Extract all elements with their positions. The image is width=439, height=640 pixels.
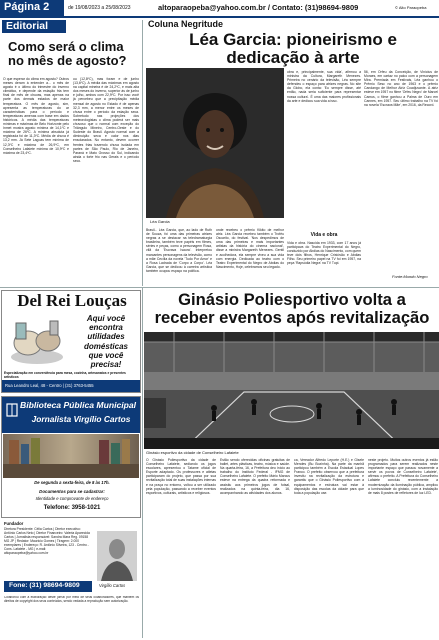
del-rei-fine-print: Especialização em conveniência para mesa, cozinha, artesanatos e presentes artísticos	[4, 371, 126, 379]
library-title: Biblioteca Pública Municipal	[20, 400, 137, 410]
page-header	[0, 0, 439, 18]
sport-photo-caption: Ginásio esportivo da cidade de Conselheiro Lafaiete	[146, 450, 239, 455]
culture-section	[144, 18, 439, 286]
sport-col2: Estão sendo oferecidas oficinas gratuitas de ballet, artes plásticas, teatro, música e saúde. Na quarta-feira, 16, a Prefeitura deu início ao trabalho do Instituto Federal - IFMG de Conselheiro Lafaiete. O prefeito Mário Marcus esteve na entrega da quadra reformada e assistiu aos primeiros jogos de futsal, realizados na quinta-feira, dia 16, acompanhando as atividades dos alunos.	[220, 458, 290, 495]
sport-col4: neste projeto. Muitos outros eventos já estão programados para serem realizados neste importante espaço que passou novamente a servir os povos de Conselheiro Lafaiete', afirmou o prefeito. A Prefeitura do Conselheiro Lafaiete concluiu recentemente a modernização da iluminação pública, ampliou a luminosidade do ginásio, com a instalação de mais 8 postes de refletores de luz LED.	[368, 458, 438, 495]
culture-subhead: Vida e obra	[310, 232, 338, 238]
slogan-line: Aqui você	[86, 314, 126, 323]
copyright: © Alto Paraopeba	[395, 5, 427, 10]
culture-title: Léa Garcia: pioneirismo e dedicação à arte	[189, 30, 397, 67]
editorial-label-text: Editorial	[6, 20, 49, 32]
del-rei-slogan	[74, 314, 138, 369]
contact-line: altoparaopeba@yahoo.com.br / Contato: (31)98694-9809	[158, 3, 359, 12]
founder-name: Virgílio Cartos	[99, 583, 126, 588]
divider-v-left	[142, 288, 143, 638]
del-rei-name: Del Rei Louças	[17, 291, 127, 310]
culture-body-e: 56, em Orfeu da Conceição, de Vinícius de Moraes, em cartaz no palco com a personagem Mira. Premiada em Festivais, Léa ganhou o Prêmio Sesc no ano de 1963 e o prêmio Candango de Melhor Atriz Coadjuvante. A atriz esteve em 1957 no filme 'Orfeu Negro' de Marcel Camus, o filme ganhou a Palma de Ouro em Cannes, em 1957. Seu último trabalho na TV foi na novela 'Escrava Mãe', em 2016, da Record.	[364, 70, 438, 107]
editorial-label	[2, 20, 66, 33]
slogan-line: domésticas	[83, 341, 129, 351]
divider-v-editorial	[142, 20, 143, 286]
bookshelf-illustration	[3, 434, 139, 478]
masthead-phone-bar	[4, 581, 92, 592]
founder-portrait	[97, 531, 137, 581]
editorial-body-col1: O que esperar do clima em agosto? Outros meses deram à entender a... o mês de agosto é o último do trimestre do inverno climático, e depende da estação fria tem final de mês de chuvas, mas apenas na parte dos demais estados de maior temperatura. O mês de agosto, sim, apresenta as temperaturas do ar características para o período e temperaturas amenas com base em dados históricos. A média das temperaturas mínimas e máximas de Belo Horizonte pelo Inmet mostra agosto mínima de 14,1ºC e máxima de 26ºC. A mínima absoluta já registrada foi de 11,3ºC. Média de chuva é 13,2 mm. Já Sete Lagoas tem mínima de 12,3ºC e máxima de 26,9ºC, em Conselheiro Lafaiete mínima de 10,9ºC e máxima de 23,4ºC.	[3, 77, 69, 155]
sport-title: Ginásio Poliesportivo volta a receber eventos após revitalização	[154, 290, 430, 327]
culture-body-b: onde recebeu o prêmio Kikito de melhor atriz. Léa Garcia recebeu também o Troféu Oscarito, do festival. 'Nos despedimos de uma das primeiras e mais importantes artistas da história do cinema nacional', disse a ministra Margareth Menezes. Gentil e acolhedora, ela sempre viveu a sua vida com energia. Dedicada ao teatro com o Teatro Experimental do Negro de Abdias do Nascimento, Hoje, celebramos seu legado.	[216, 228, 284, 269]
culture-section-label: Coluna Negritude	[148, 19, 224, 29]
founder-photo	[97, 531, 137, 581]
portrait-illustration	[146, 68, 284, 218]
slogan-line: encontra	[89, 323, 123, 333]
tableware-illustration	[8, 313, 66, 367]
library-title-bar	[2, 397, 140, 433]
culture-source: Fonte:Mundo Negro	[392, 274, 428, 279]
masthead-notice: Colaborou com a elaboração deste jornal por meio de seus colaboradores, que mantêm os direitos de copyright dos seus conteúdos, sendo vedada a reprodução sem autorização.	[4, 596, 139, 603]
book-icon	[6, 403, 18, 417]
sport-col1: O Ginásio Poliesportivo da cidade de Conselheiro Lafaiete, sediando os jogos escolares, apresentou o Tatame oficial de Esporte adaptado. Os professores e atletas participaram do projeto, que passa por sua revitalização total de suas instalações internas e na praça no entorno, voltou a ser utilizado pela população, passando a receber eventos esportivos, culturais, artísticos e religiosos.	[146, 458, 216, 495]
library-ad	[1, 396, 141, 518]
culture-body-a: Brasil... Léa Garcia, que, ao lado de Ruth de Souza, foi uma das primeiras atrizes negras a se destacar na teledramaturgia brasileira, também teve papéis em filmes, séries e peças, como a personagem Rosa, vilã da 'Escrava Isaura'. Interpretou marcantes personagens da televisão, como a mãe Cecília da novela 'Tudo Por Amor' e a Rosa Ladrada de 'Corpo a Corpo'. Léa Garcia, que se dedicou à carreira artística também ocupou espaço na política.	[146, 228, 212, 273]
del-rei-address-bar	[2, 380, 140, 392]
library-subtitle: Jornalista Virgílio Cartos	[31, 414, 131, 424]
sport-article	[144, 288, 439, 640]
sport-photo	[144, 332, 439, 449]
page-label-text: Página 2	[4, 1, 50, 13]
slogan-line: utilidades	[87, 332, 125, 342]
editorial-section	[0, 18, 141, 286]
del-rei-ad	[1, 290, 141, 393]
masthead-phone: Fone: (31) 98694-9809	[9, 582, 80, 589]
del-rei-address: Rua Leandro Leal, 48 - Centro | (31) 3763-5455	[5, 383, 94, 388]
lea-garcia-photo	[146, 68, 284, 218]
library-photo	[3, 434, 139, 478]
date-line: de 19/08/2023 a 25/08/2023	[68, 5, 131, 11]
library-docs-title: Documentos para se cadastrar:	[39, 489, 105, 494]
gymnasium-illustration	[144, 332, 439, 449]
library-hours: De segunda a sexta-feira, de 8 às 17h.	[34, 480, 110, 485]
editorial-title: Como será o clima no mês de agosto?	[8, 39, 127, 68]
editorial-body-col2: ou (12,8ºC), mas foram e de junho (13,6ºC). A média das máximas em agosto na capital mineira é de 24,2ºC, e mais alta dos meses do inverno, superior às de junho e julho, ambos com 22,9ºC. Por isso você já percebeu que a precipitação média mensal de agosto no Estado é de apenas 32,3 mm, a menor entre os meses de chuva entre o período da estação seca. Sobretudo nas projeções dos meteorologistas o clima poderá ser mais chuvoso que o normal com exceção do Triângulo Mineiro, Centro-Oeste e do Sudeste do Brasil. Agosto normal com a diminuição seca e calor nos dias ensolarados. No entanto, devem ocorrer frentes frias trazendo chuva isolada em partes de São Paulo, Rio de Janeiro, Paraná e Mato Grosso do Sul, indicando ainda o forte frio nas Gerais e o período seco.	[73, 77, 139, 163]
library-phone: Telefone: 3958-1021	[43, 505, 101, 511]
sport-col3: ca, Vereador Alfredo Leporte (H.E.) e Gisele Mendes (Bu Bozinha). Na parte da manhã participou também a Escola Estadual Lopes Franco. O prefeito observou que a prefeitura investiu na revitalização da estrutura e garantiu que o Ginásio Poliesportivo com a equipamentos e estrutura vai estar à disposição das escolas da cidade para que toda a população use.	[294, 458, 364, 495]
masthead-credits: Diretora Presidente: Célia Cartos | Diretor executivo: Antônio Carlos Neto | Diretor Financeiro: Valeria Aparecida Cartos | Jornalista responsável: Sandra Mara Reg. 09158 MG JP | Redator: Mauricio Gomes | Tiragem: 2.000 exemplares | Endereço: R. Antônio Silveira, 123 - Centro - Cons. Lafaiete - MG | e-mail: altoparaopeba@yahoo.com.br	[4, 527, 90, 555]
culture-body-c: obra e, principalmente, sua vida', afirmou a ministra da Cultura, Margareth Menezes. Primeira no cenário da televisão, Léa sempre defendeu o espaço para atrizes negras. No site da Globo, ela conta: 'Eu sempre disse, até então, nada seria suficiente para representar nossa cultura'. É uma das maiores profissionais da arte e dedicou sua vida a isso.	[287, 70, 361, 103]
page-label	[0, 0, 64, 16]
slogan-line: precisa!	[90, 360, 122, 370]
library-docs: Identidade e comprovante de endereço	[35, 496, 109, 501]
founder-label: Fundador	[4, 521, 24, 526]
masthead	[1, 521, 141, 638]
culture-body-d: Vida e obra. Nascida em 1933, com 17 anos já participava do Teatro Experimental do Negro, conduzido por Abdias do Nascimento, com quem teve dois filhos, Henrique Cristóvão e Abdias Filho. Seu primeiro papel na TV foi em 1957, na peça 'Rapsódia Negra' na TV Tupi.	[287, 241, 361, 266]
culture-photo-caption: Léa Garcia	[150, 219, 170, 224]
slogan-line: que você	[88, 350, 124, 360]
